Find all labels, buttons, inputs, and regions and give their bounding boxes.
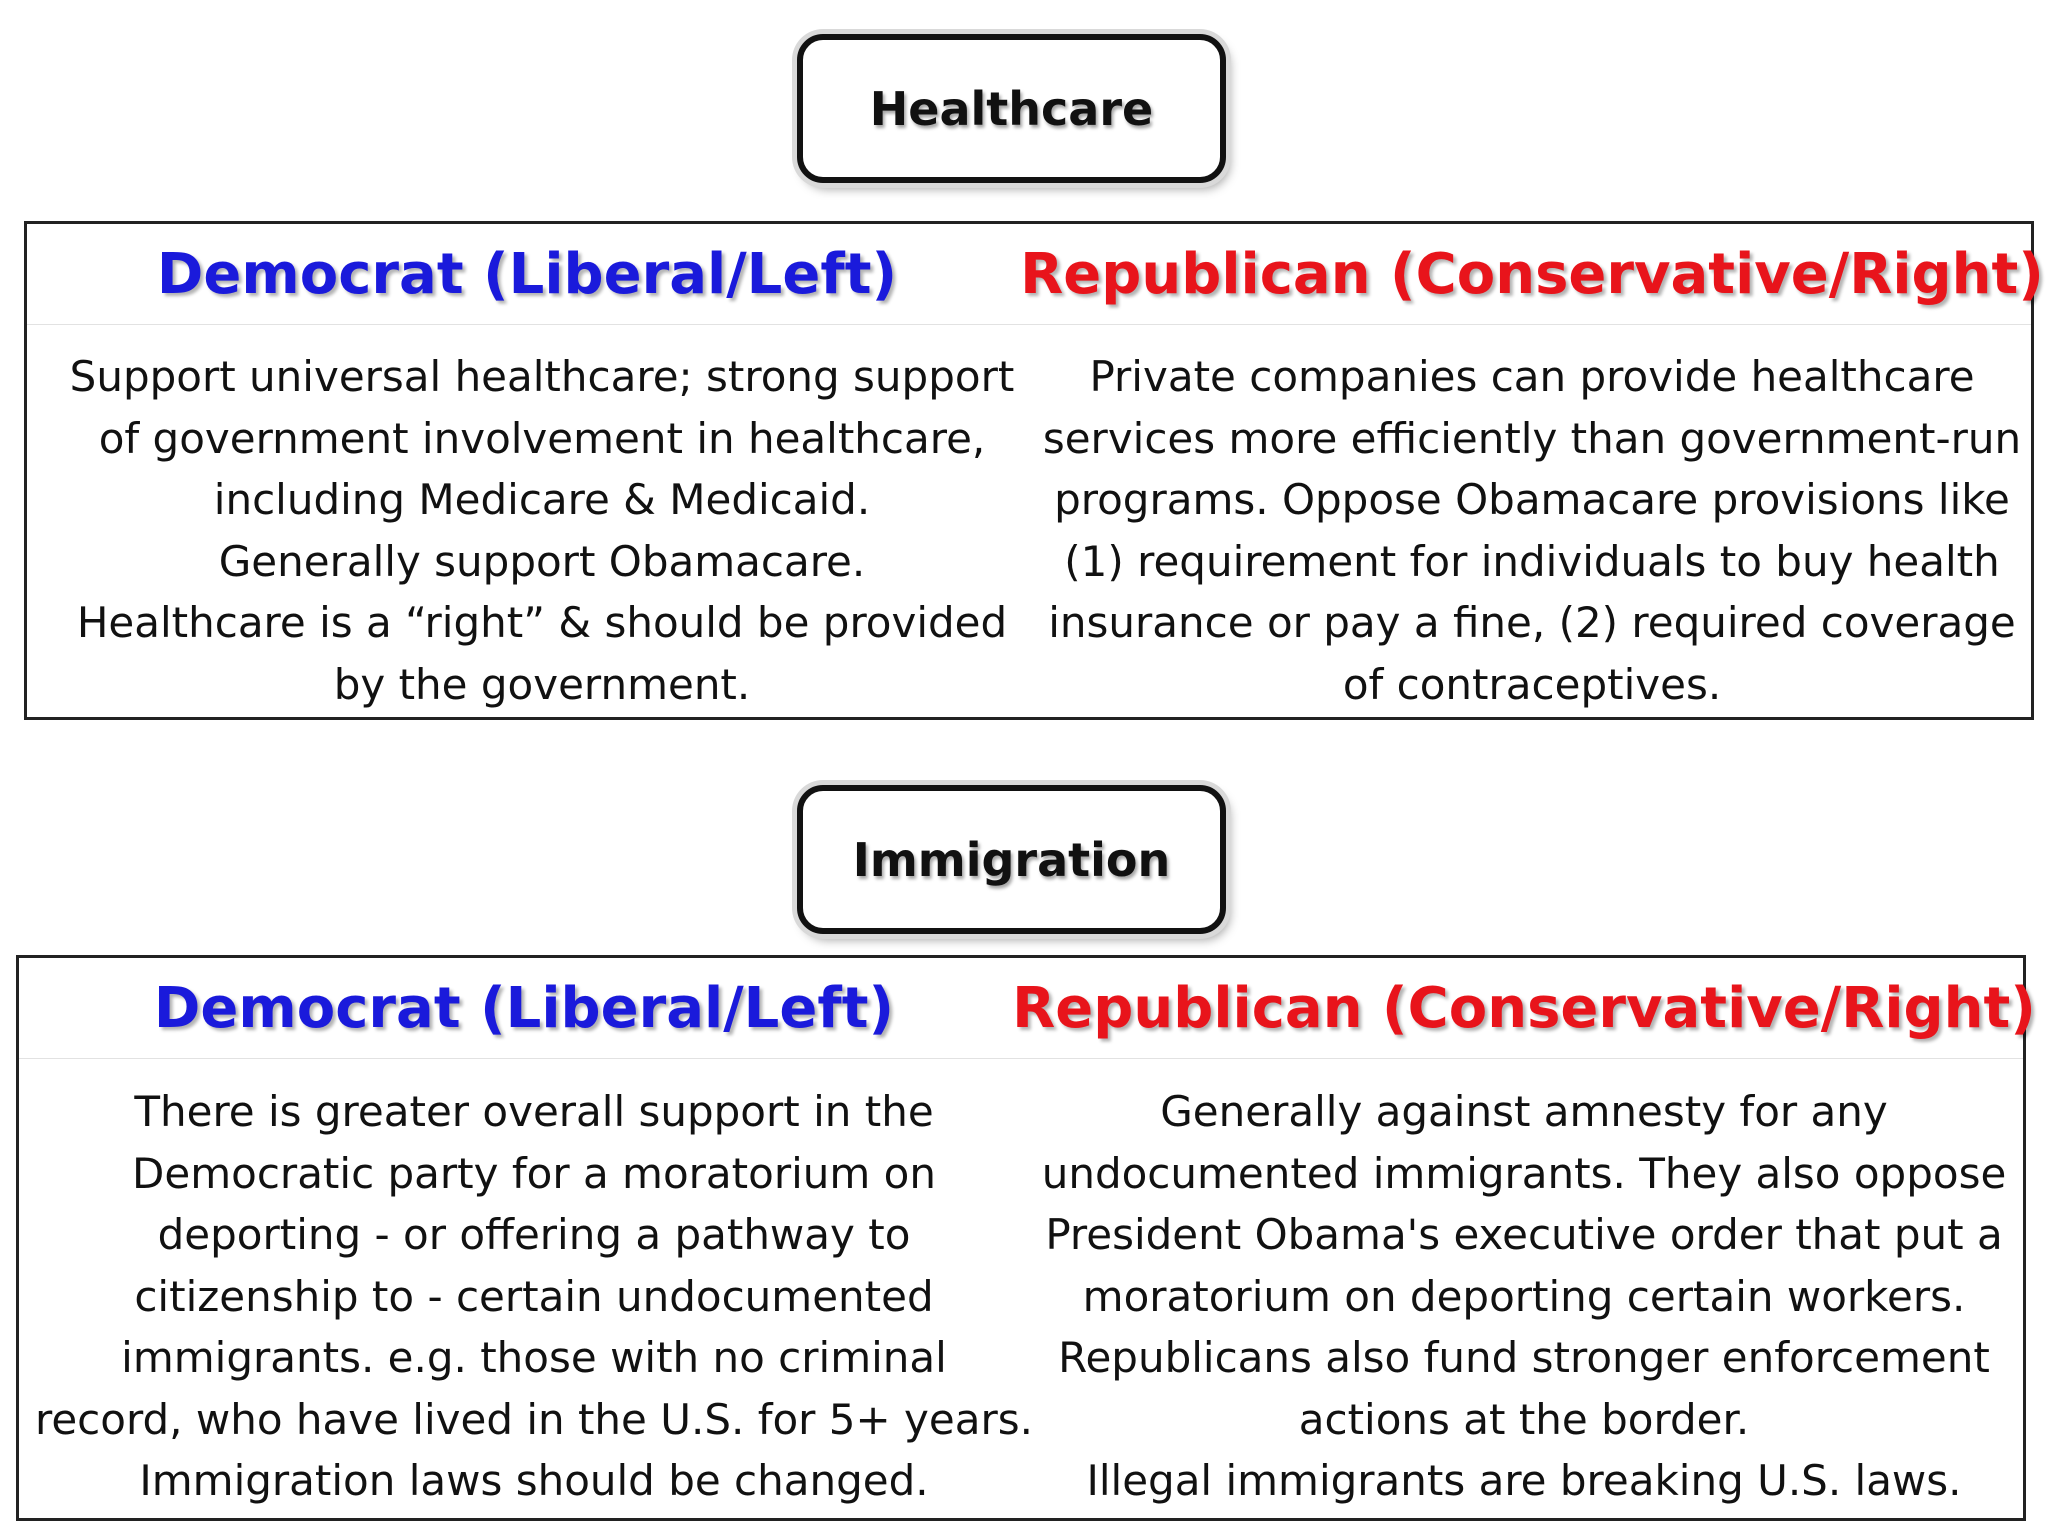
position-line: Immigration laws should be changed. [139,1456,929,1505]
topic-title: Immigration [852,832,1171,887]
democrat-heading: Democrat (Liberal/Left) [153,975,895,1041]
position-line: There is greater overall support in the [134,1087,934,1136]
democrat-position-text [19,1081,1049,1512]
democrat-heading: Democrat (Liberal/Left) [156,241,898,307]
position-line: by the government. [333,659,751,709]
position-line: programs. Oppose Obamacare provisions like [1054,475,2010,524]
republican-position-text [1032,346,2032,715]
republican-position-text [1024,1081,2024,1512]
table-header-row [19,958,2036,1059]
position-line: citizenship to - certain undocumented [134,1271,934,1321]
position-line: Republicans also fund stronger enforcement [1058,1333,1990,1382]
topic-title: Healthcare [869,81,1154,136]
democrat-position-text [27,346,1057,715]
healthcare-comparison-table [24,221,2044,720]
position-line: insurance or pay a fine, (2) required coverage [1048,598,2016,647]
position-line: (1) requirement for individuals to buy health [1064,536,2000,586]
immigration-comparison-table [16,955,2036,1521]
position-line: deporting - or offering a pathway to [157,1210,911,1259]
position-line: Generally support Obamacare. [218,536,866,586]
position-line: record, who have lived in the U.S. for 5+ years. [35,1394,1033,1444]
position-line: President Obama's executive order that put a [1045,1210,2003,1259]
immigration-topic-box [797,785,1226,934]
healthcare-topic-box [797,34,1226,183]
position-line: moratorium on deporting certain workers. [1082,1271,1966,1321]
position-line: Support universal healthcare; strong support [69,352,1015,401]
position-line: undocumented immigrants. They also oppose [1041,1148,2007,1198]
table-header-row [27,224,2044,325]
position-line: actions at the border. [1298,1394,1750,1444]
position-line: services more efficiently than government-run [1042,413,2022,463]
position-line: of government involvement in healthcare, [98,413,986,463]
position-line: immigrants. e.g. those with no criminal [121,1333,947,1382]
position-line: Private companies can provide healthcare [1089,352,1975,401]
position-line: of contraceptives. [1342,659,1722,709]
position-line: including Medicare & Medicaid. [213,475,871,524]
position-line: Healthcare is a “right” & should be provided [76,598,1008,647]
position-line: Illegal immigrants are breaking U.S. laws. [1086,1456,1962,1505]
position-line: Democratic party for a moratorium on [132,1148,936,1198]
republican-heading: Republican (Conservative/Right) [1012,975,2036,1041]
position-line: Generally against amnesty for any [1160,1087,1888,1136]
republican-heading: Republican (Conservative/Right) [1020,241,2044,307]
